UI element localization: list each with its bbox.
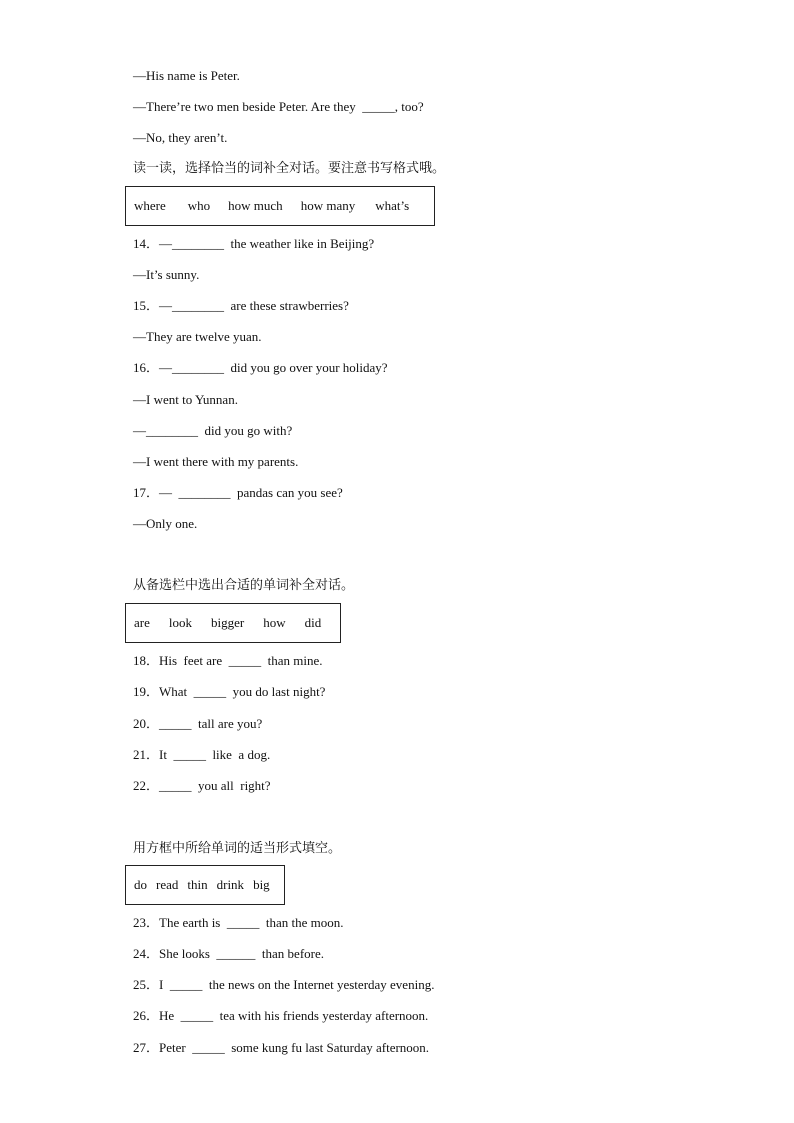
question-line: 25．I _____ the news on the Internet yesterday evening. — [133, 977, 435, 992]
word-bank-item: are — [134, 615, 150, 630]
word-bank-box — [125, 186, 435, 226]
question-line: 19．What _____ you do last night? — [133, 684, 326, 699]
question-line: 20．_____ tall are you? — [133, 716, 263, 731]
word-bank-item: look — [168, 615, 192, 630]
question-line: 23．The earth is _____ than the moon. — [133, 915, 344, 930]
section-heading: 读一读，选择恰当的词补全对话。要注意书写格式哦。 — [133, 161, 446, 176]
question-line: 27．Peter _____ some kung fu last Saturday afternoon. — [133, 1040, 430, 1055]
dialogue-line: —There’re two men beside Peter. Are they _____, too? — [133, 99, 424, 114]
word-bank-item: thin — [187, 877, 208, 892]
question-line: 21．It _____ like a dog. — [133, 747, 271, 762]
dialogue-line: —No, they aren’t. — [133, 130, 228, 145]
word-bank-item: where — [134, 198, 166, 213]
word-bank-item: did — [304, 615, 322, 630]
question-line: 18．His feet are _____ than mine. — [133, 653, 323, 668]
section-heading: 从备选栏中选出合适的单词补全对话。 — [133, 578, 355, 593]
word-bank-item: how — [263, 615, 286, 630]
word-bank-box — [125, 603, 341, 643]
question-line: 26．He _____ tea with his friends yesterday afternoon. — [133, 1008, 429, 1023]
word-bank-item: what’s — [375, 198, 410, 213]
answer-line: —It’s sunny. — [133, 267, 200, 282]
question-line: 22．_____ you all right? — [133, 778, 271, 793]
question-line: 14．—________ the weather like in Beijing? — [133, 236, 375, 251]
word-bank-item: bigger — [211, 615, 245, 630]
word-bank-item: how many — [300, 198, 356, 213]
question-line: 17．— ________ pandas can you see? — [133, 485, 343, 500]
question-line: 15．—________ are these strawberries? — [133, 298, 349, 313]
answer-line: —Only one. — [133, 516, 198, 531]
question-line: —________ did you go with? — [133, 423, 293, 438]
word-bank-item: read — [156, 877, 179, 892]
question-line: 24．She looks ______ than before. — [133, 946, 325, 961]
answer-line: —They are twelve yuan. — [133, 329, 262, 344]
dialogue-line: —His name is Peter. — [133, 68, 240, 83]
word-bank-box — [125, 865, 285, 905]
word-bank-item: do — [134, 877, 147, 892]
word-bank-item: drink — [216, 877, 245, 892]
answer-line: —I went to Yunnan. — [133, 392, 238, 407]
answer-line: —I went there with my parents. — [133, 454, 299, 469]
word-bank-item: big — [253, 877, 270, 892]
word-bank-item: how much — [228, 198, 283, 213]
word-bank-item: who — [187, 198, 211, 213]
section-heading: 用方框中所给单词的适当形式填空。 — [133, 841, 342, 856]
question-line: 16．—________ did you go over your holiday? — [133, 360, 388, 375]
